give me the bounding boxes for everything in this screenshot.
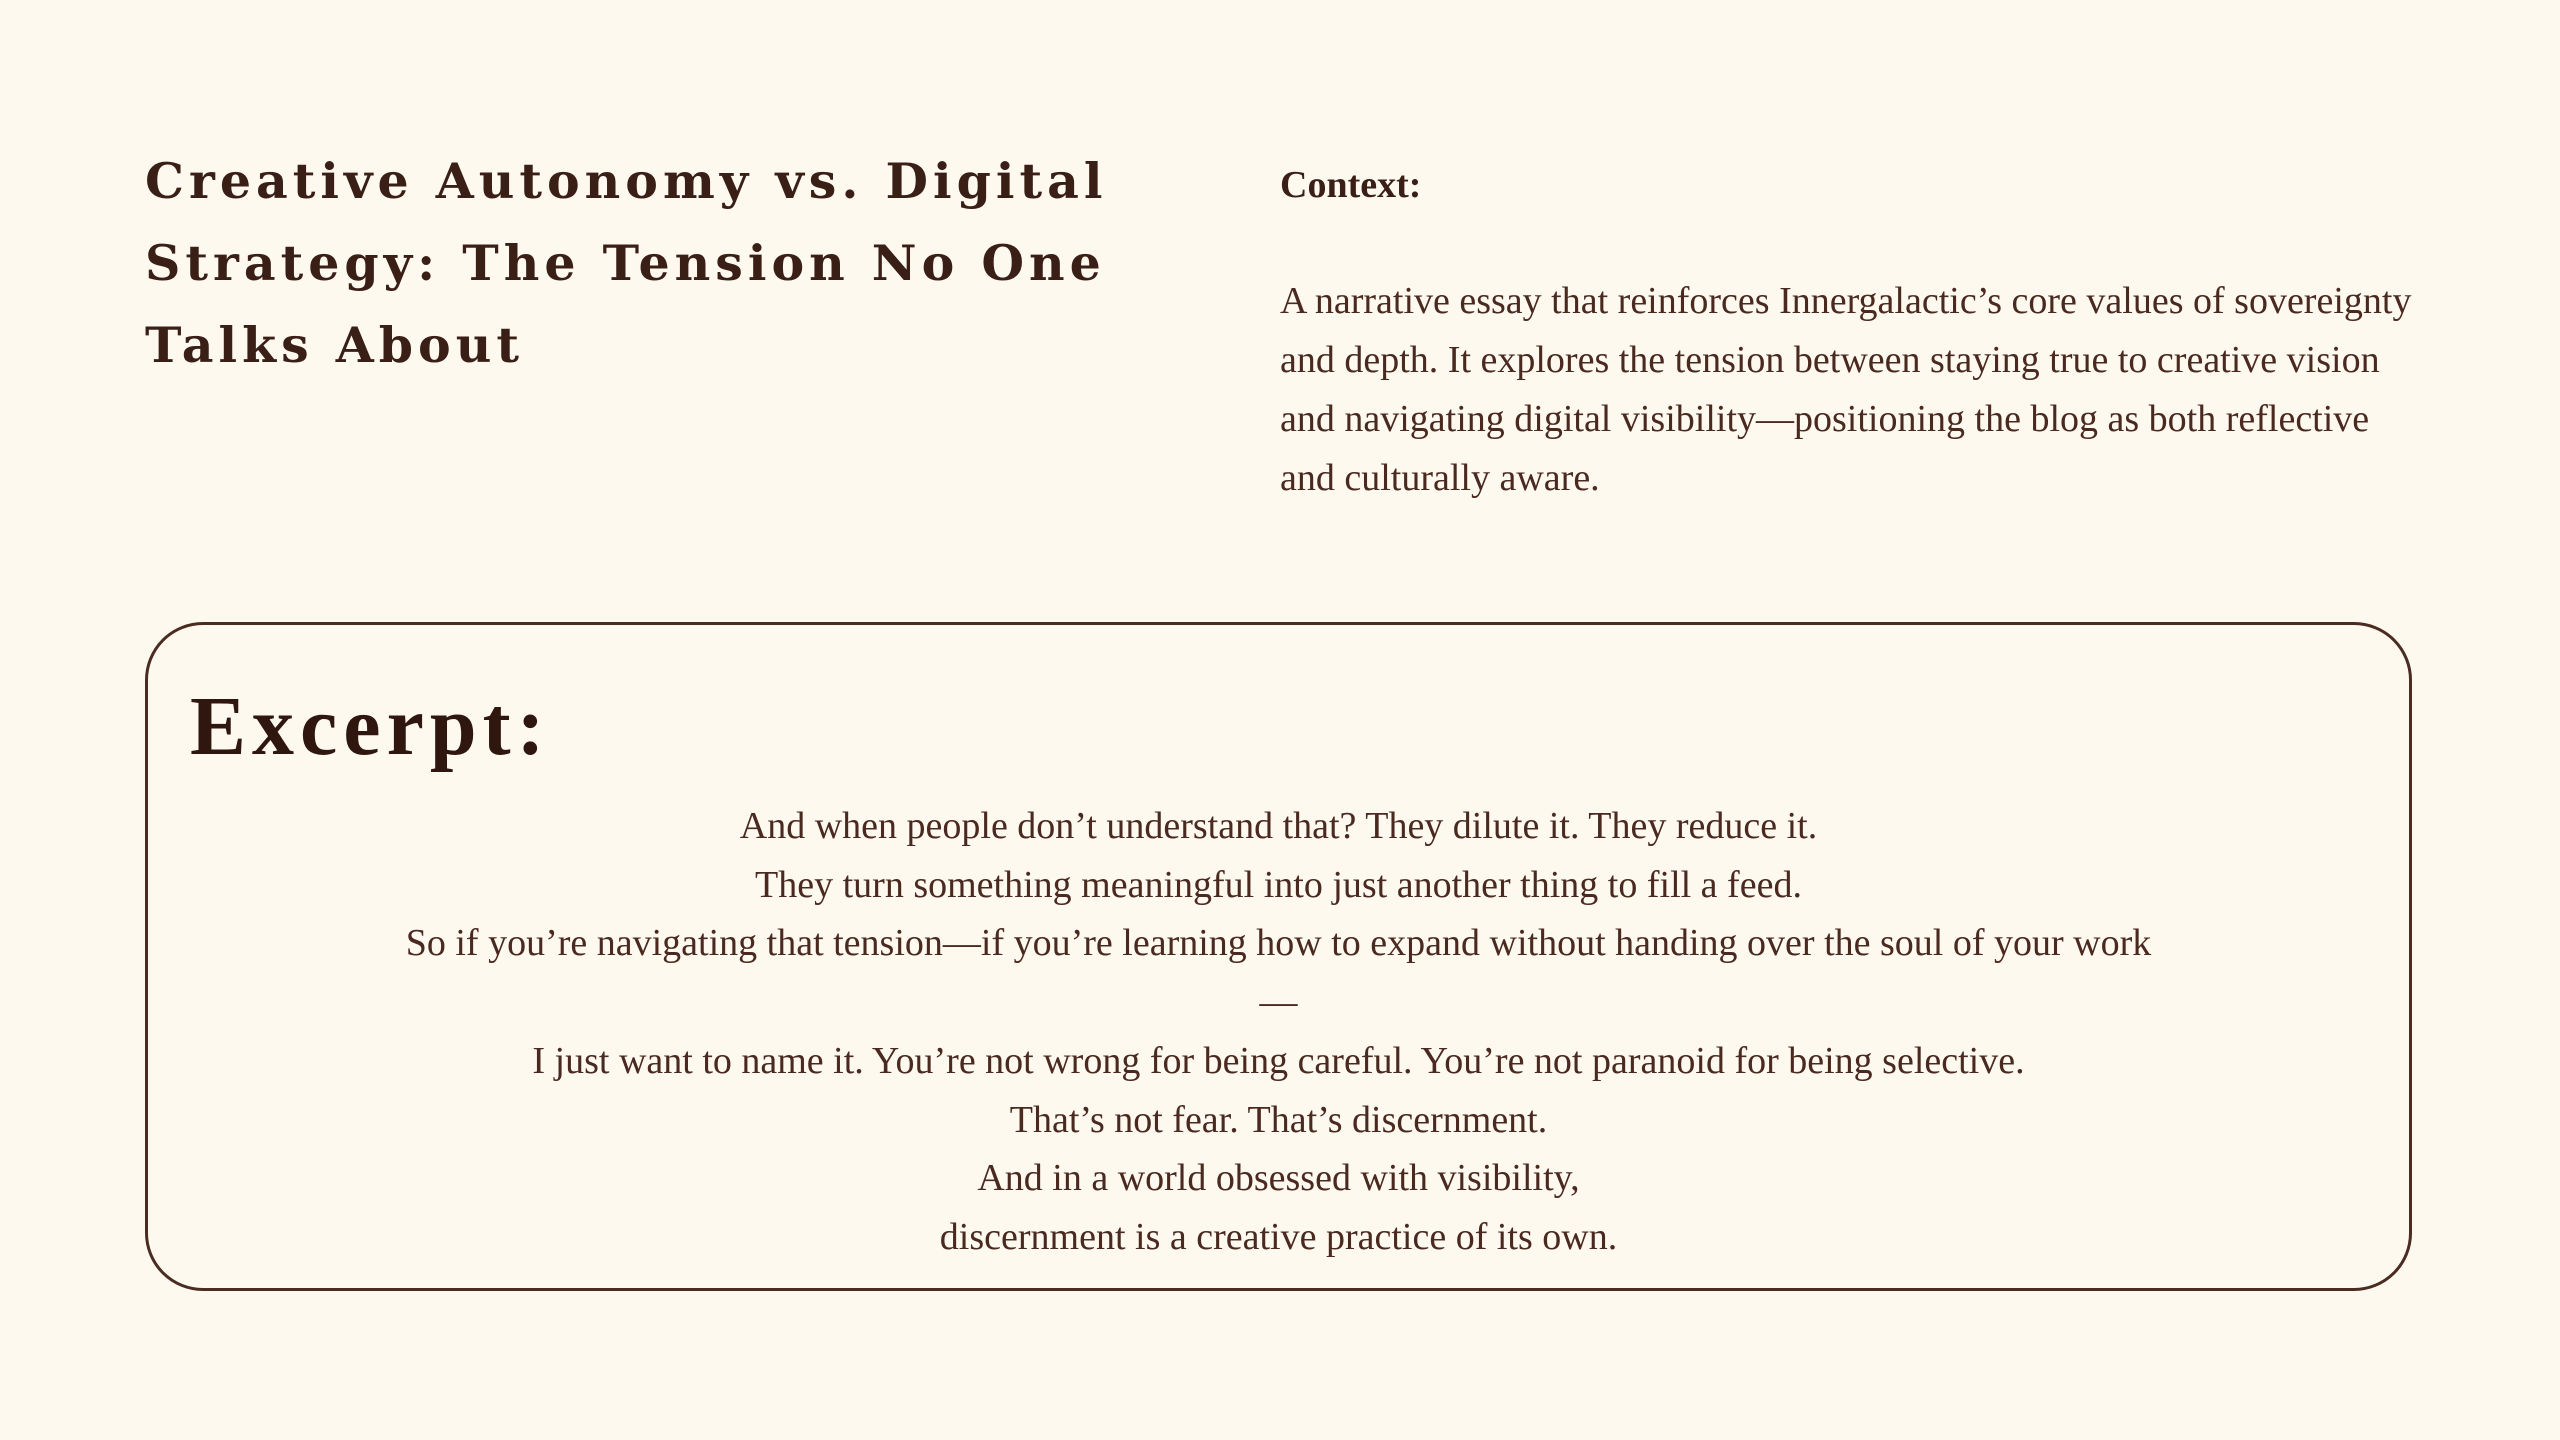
context-label: Context: [1280, 164, 1422, 206]
excerpt-line: They turn something meaningful into just another thing to fill a feed. [755, 863, 1802, 906]
excerpt-line: — [1259, 981, 1298, 1024]
excerpt-text [148, 797, 2409, 1267]
excerpt-line: So if you’re navigating that tension—if you’re learning how to expand without handing over the soul of your work [405, 922, 2152, 965]
excerpt-line: That’s not fear. That’s discernment. [1009, 1098, 1548, 1141]
excerpt-line: discernment is a creative practice of its own. [939, 1215, 1618, 1258]
excerpt-box [145, 622, 2412, 1291]
excerpt-line: And in a world obsessed with visibility, [977, 1157, 1580, 1200]
excerpt-line: And when people don’t understand that? They dilute it. They reduce it. [739, 805, 1818, 847]
excerpt-label: Excerpt: [190, 680, 551, 773]
context-text: A narrative essay that reinforces Innergalactic’s core values of sovereignty and depth. It explores the tension between staying true to creative vision and navigating digital visibility—positioning the blog as both reflective and culturally aware. [1280, 280, 2412, 499]
page-title: Creative Autonomy vs. Digital Strategy: The Tension No One Talks About [145, 152, 1108, 374]
excerpt-line: I just want to name it. You’re not wrong for being careful. You’re not paranoid for being selective. [532, 1039, 2025, 1082]
